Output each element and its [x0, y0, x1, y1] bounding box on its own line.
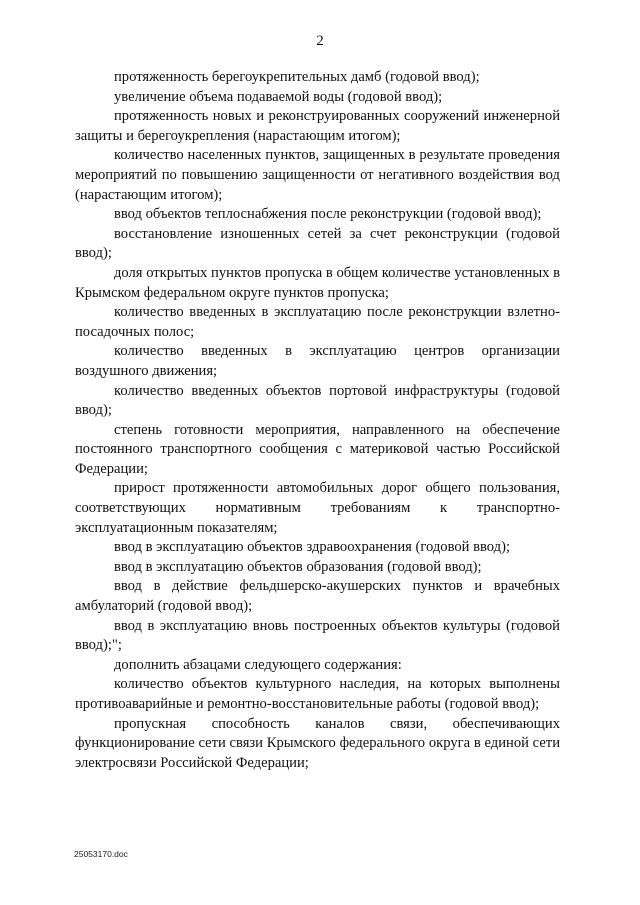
paragraph: количество объектов культурного наследия, на которых выполнены противоаварийные и ремонтно-восстановительные работы (годовой ввод); — [75, 676, 560, 712]
document-file-code: 25053170.doc — [74, 849, 128, 859]
page-number: 2 — [316, 33, 324, 49]
document-body — [75, 68, 560, 773]
paragraph: увеличение объема подаваемой воды (годовой ввод); — [114, 88, 443, 105]
paragraph: пропускная способность каналов связи, обеспечивающих функционирование сети связи Крымского федерального округа в единой сети электросвязи Российской Федерации; — [75, 715, 560, 771]
paragraph: доля открытых пунктов пропуска в общем количестве установленных в Крымском федеральном округе пунктов пропуска; — [75, 264, 560, 301]
paragraph: количество введенных в эксплуатацию центров организации воздушного движения; — [75, 343, 560, 379]
paragraph: дополнить абзацами следующего содержания: — [114, 656, 402, 673]
paragraph: степень готовности мероприятия, направленного на обеспечение постоянного транспортного сообщения с материковой частью Российской Федерации; — [75, 421, 560, 477]
paragraph: ввод объектов теплоснабжения после реконструкции (годовой ввод); — [114, 206, 542, 223]
paragraph: протяженность берегоукрепительных дамб (годовой ввод); — [114, 69, 480, 85]
paragraph: восстановление изношенных сетей за счет реконструкции (годовой ввод); — [75, 225, 560, 262]
paragraph: ввод в эксплуатацию объектов образования (годовой ввод); — [114, 558, 482, 575]
paragraph: количество введенных объектов портовой инфраструктуры (годовой ввод); — [75, 382, 560, 419]
paragraph: количество населенных пунктов, защищенных в результате проведения мероприятий по повышению защищенности от негативного воздействия вод (нарастающим итогом); — [75, 147, 560, 203]
paragraph: количество введенных в эксплуатацию после реконструкции взлетно-посадочных полос; — [75, 304, 560, 340]
paragraph: протяженность новых и реконструированных сооружений инженерной защиты и берегоукрепления (нарастающим итогом); — [75, 108, 560, 144]
paragraph: ввод в эксплуатацию вновь построенных объектов культуры (годовой ввод);"; — [75, 617, 560, 654]
paragraph: прирост протяженности автомобильных дорог общего пользования, соответствующих нормативным требованиям к транспортно-эксплуатационным показателям; — [75, 480, 560, 536]
paragraph: ввод в действие фельдшерско-акушерских пунктов и врачебных амбулаторий (годовой ввод); — [75, 578, 560, 615]
paragraph: ввод в эксплуатацию объектов здравоохранения (годовой ввод); — [114, 539, 511, 556]
